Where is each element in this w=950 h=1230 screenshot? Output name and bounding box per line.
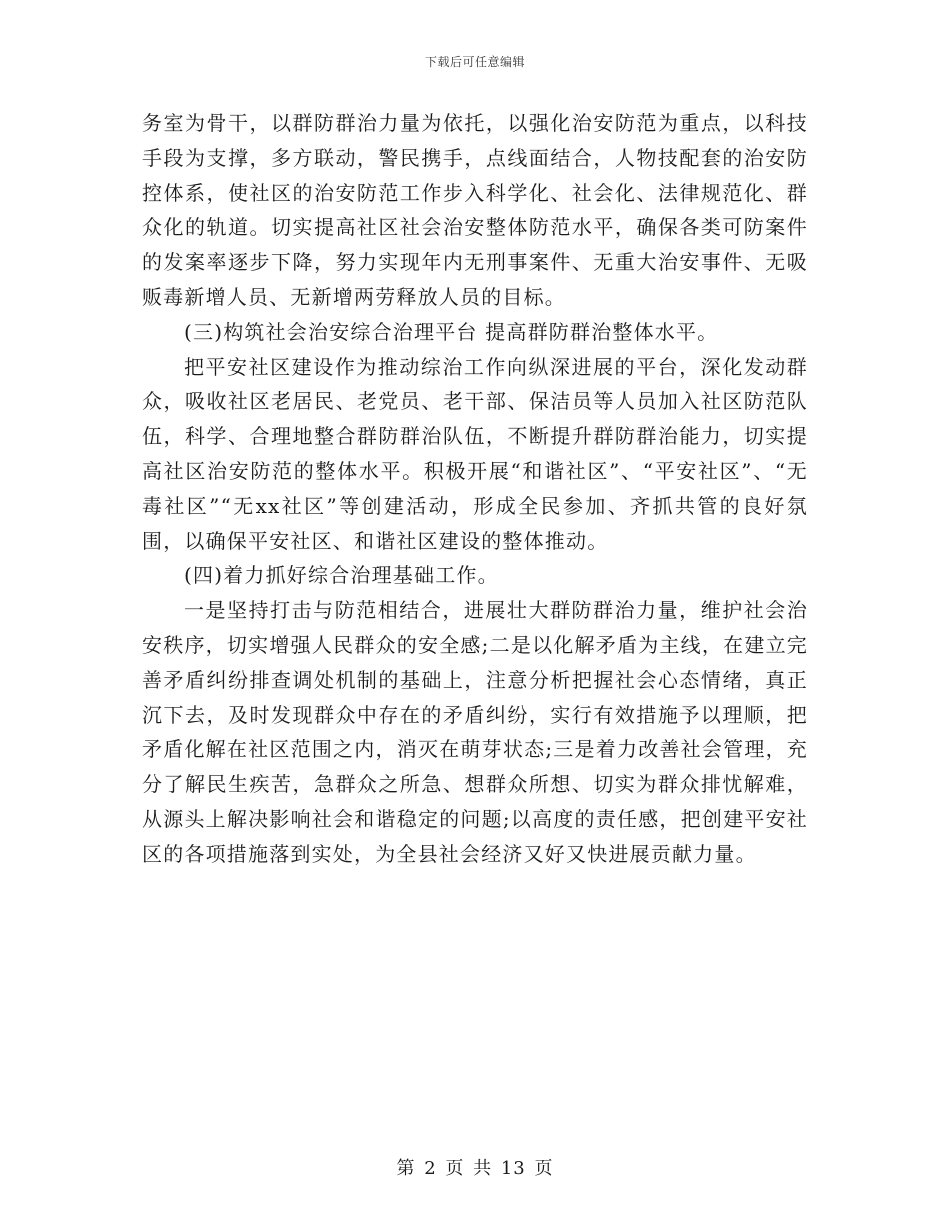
section-heading-three: (三)构筑社会治安综合治理平台 提高群防群治整体水平。 — [184, 319, 719, 344]
page-number-footer: 第 2 页 共 13 页 — [396, 1158, 554, 1179]
section-heading-four: (四)着力抓好综合治理基础工作。 — [184, 563, 499, 588]
paragraph-basic-work: 一是坚持打击与防范相结合，进展壮大群防群治力量，维护社会治安秩序，切实增强人民群众的安全感;二是以化解矛盾为主线，在建立完善矛盾纠纷排查调处机制的基础上，注意分析把握社会心态情绪，真正沉下去，及时发现群众中存在的矛盾纠纷，实行有效措施予以理顺，把矛盾化解在社区范围之内，消灭在萌芽状态;三是着力改善社会管理，充分了解民生疾苦，急群众之所急、想群众所想、切实为群众排忧解难，从源头上解决影响社会和谐稳定的问题;以高度的责任感，把创建平安社区的各项措施落到实处，为全县社会经济又好又快进展贡献力量。 — [142, 598, 808, 866]
document-body — [142, 106, 808, 872]
paragraph-continued: 务室为骨干，以群防群治力量为依托，以强化治安防范为重点，以科技手段为支撑，多方联动，警民携手，点线面结合，人物技配套的治安防控体系，使社区的治安防范工作步入科学化、社会化、法律规范化、群众化的轨道。切实提高社区社会治安整体防范水平，确保各类可防案件的发案率逐步下降，努力实现年内无刑事案件、无重大治安事件、无吸贩毒新增人员、无新增两劳释放人员的目标。 — [142, 111, 808, 309]
page-header-note: 下载后可任意编辑 — [424, 55, 525, 69]
paragraph-safe-community-platform: 把平安社区建设作为推动综治工作向纵深进展的平台，深化发动群众，吸收社区老居民、老党员、老干部、保洁员等人员加入社区防范队伍，科学、合理地整合群防群治队伍，不断提升群防群治能力，切实提高社区治安防范的整体水平。积极开展“和谐社区”、“平安社区”、“无毒社区”“无xx社区”等创建活动，形成全民参加、齐抓共管的良好氛围，以确保平安社区、和谐社区建设的整体推动。 — [142, 354, 808, 553]
